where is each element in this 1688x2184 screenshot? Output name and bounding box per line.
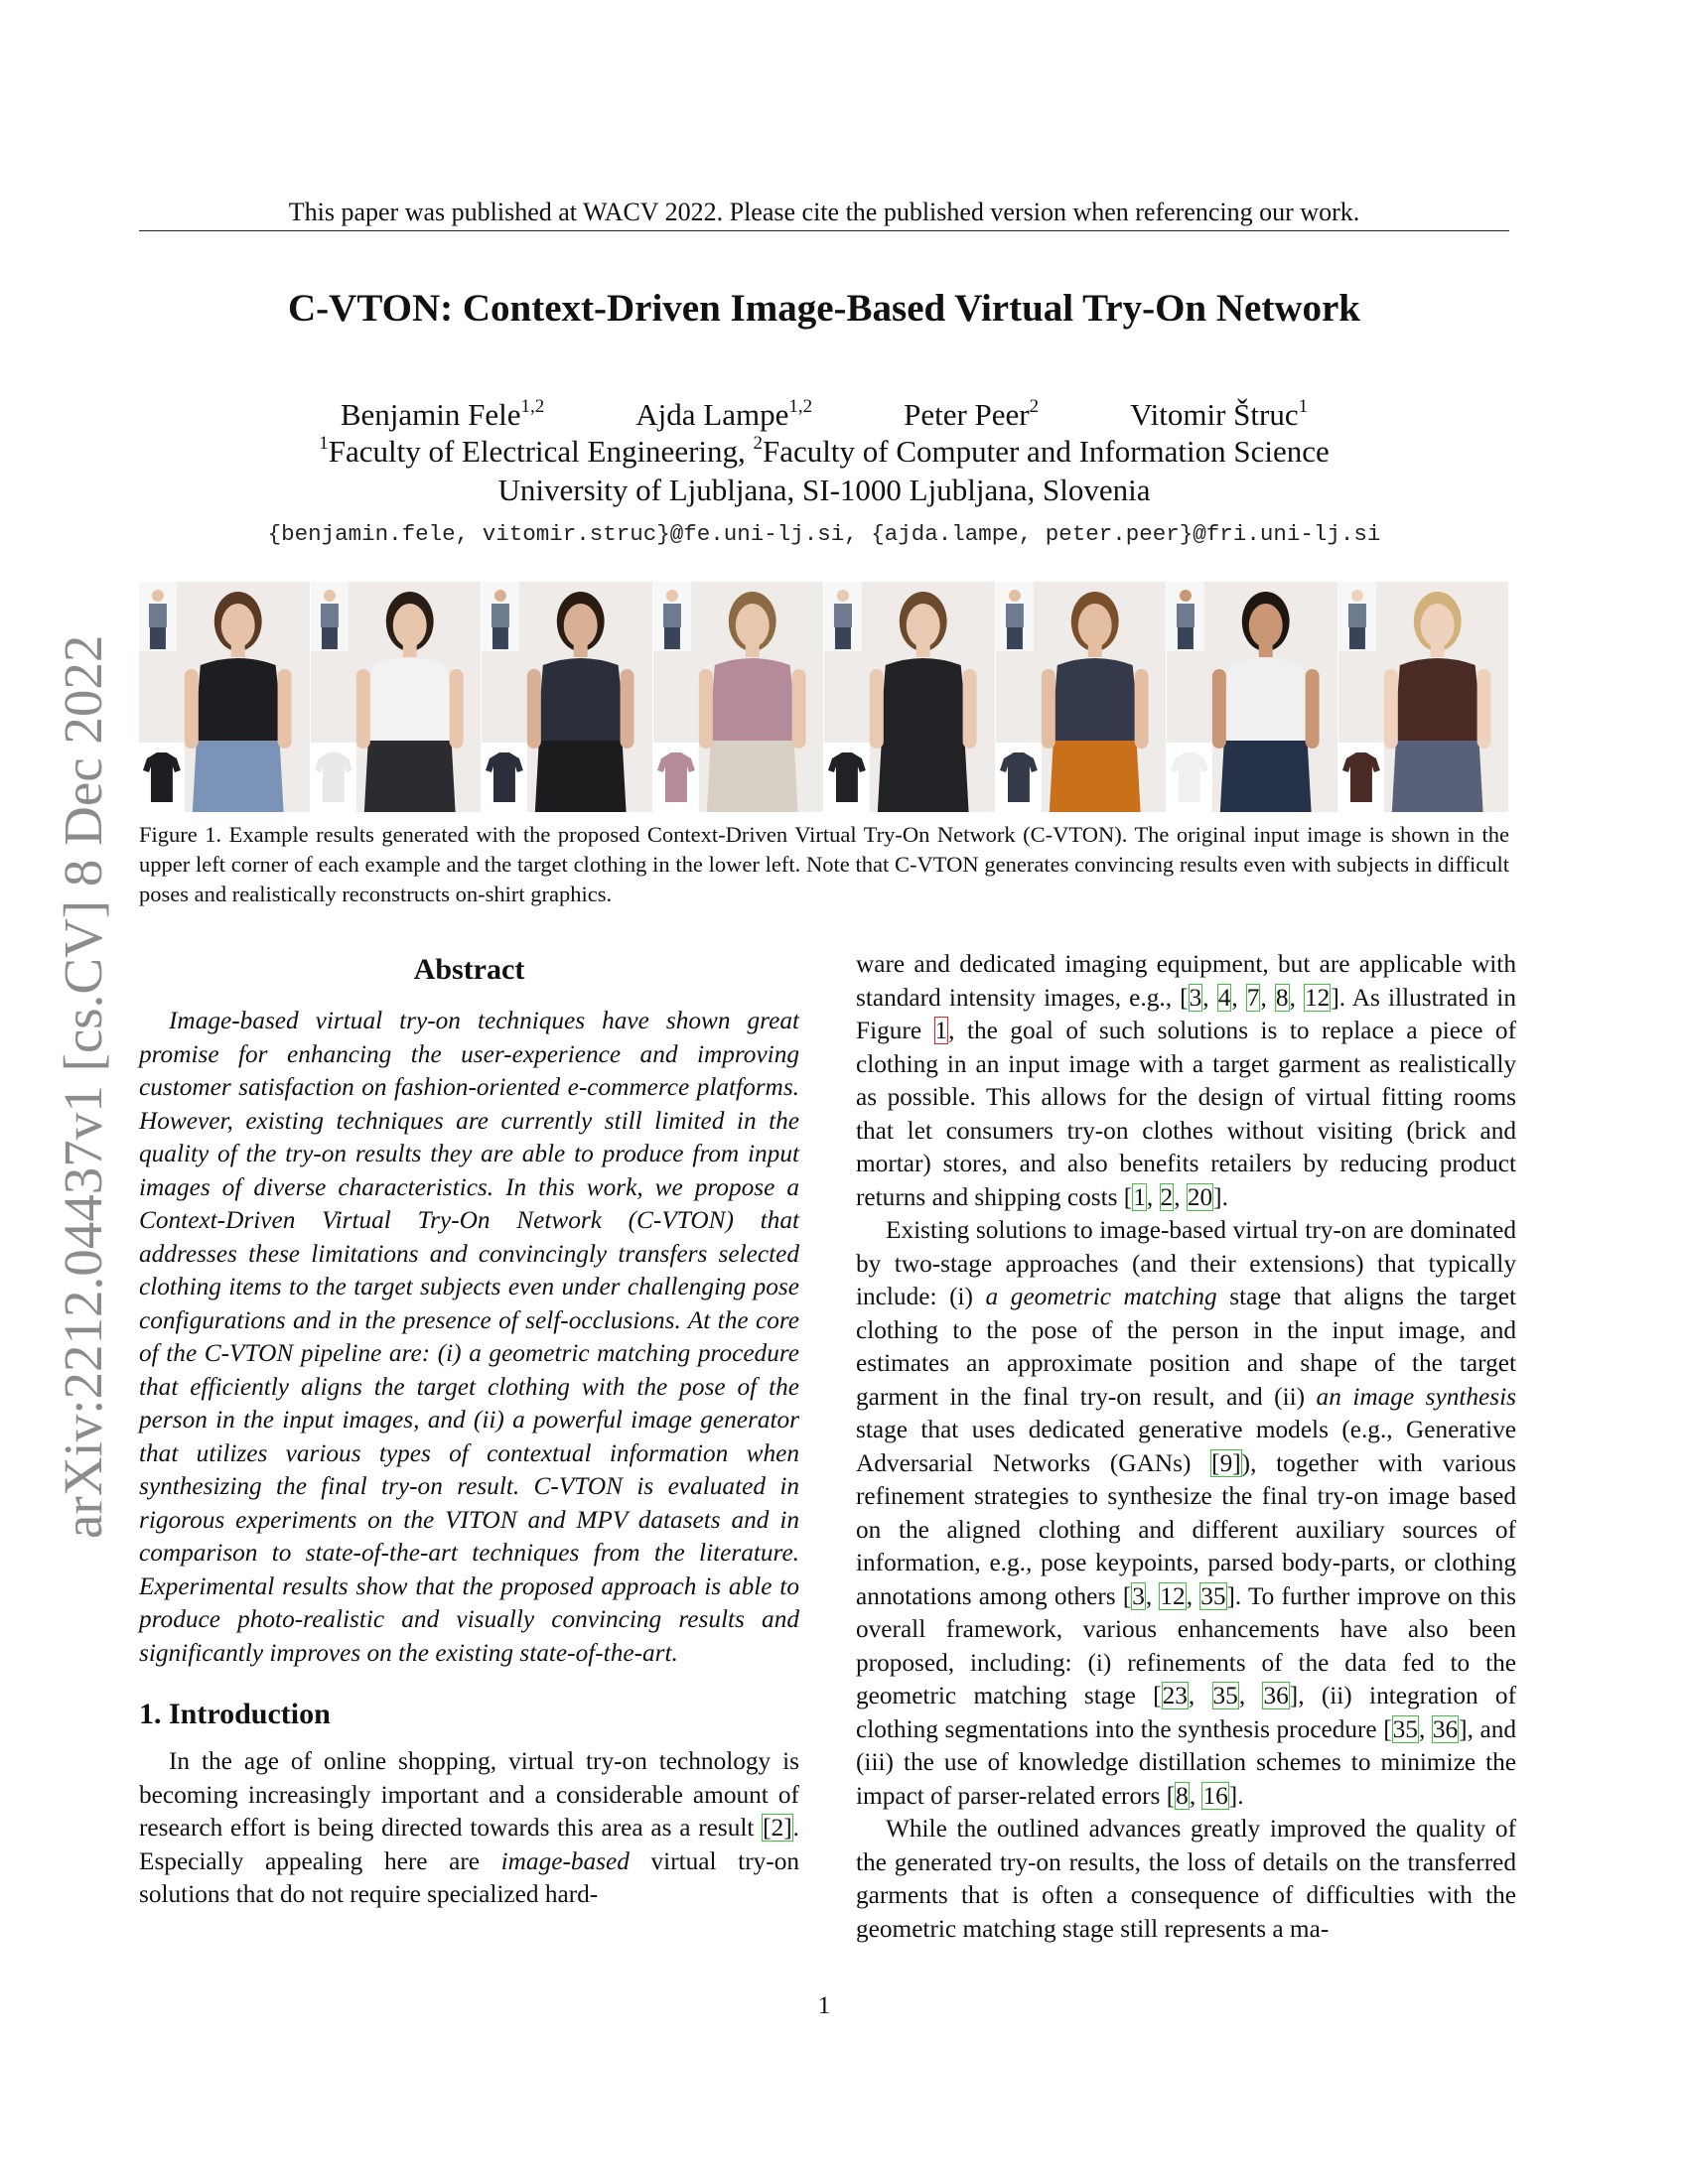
person-pants (363, 741, 455, 812)
paper-title: C-VTON: Context-Driven Image-Based Virtual Try-On Network (288, 287, 1360, 330)
publication-notice: This paper was published at WACV 2022. Please cite the published version when referencing our work. (288, 198, 1360, 226)
person-face (1249, 604, 1283, 647)
person-shirt (1051, 658, 1140, 741)
citation-link[interactable]: 3 (1132, 1581, 1145, 1610)
citation-link[interactable]: [9] (1211, 1448, 1241, 1477)
citation-link[interactable]: 4 (1217, 983, 1231, 1012)
person-shirt (708, 658, 797, 741)
person-neck (1259, 643, 1273, 657)
citation-link[interactable]: 35 (1392, 1714, 1418, 1743)
input-thumbnail-head (323, 590, 335, 602)
intro-paragraph-continued: ware and dedicated imaging equipment, but are applicable with standard intensity images, e.g., [3, 4, 7, 8, 12]. As illustrated in Figure 1, the goal of such solutions is to replace a piece of clothing in an input image with a target garment as realistically as possible. This allows for the design of virtual fitting rooms that let consumers try-on clothes without visiting (brick and mortar) stores, and also benefits retailers by reducing product returns and shipping costs [1, 2, 20]. (856, 950, 1516, 1211)
input-thumbnail-head (1350, 590, 1362, 602)
input-thumbnail-shirt (1347, 604, 1365, 627)
section-heading-introduction: 1. Introduction (139, 1698, 331, 1730)
right-column (856, 948, 1516, 1946)
person-neck (402, 643, 416, 657)
person-arm (1212, 669, 1226, 749)
arxiv-stamp: arXiv:2212.04437v1 [cs.CV] 8 Dec 2022 (53, 634, 113, 1539)
figure-1-caption: Figure 1. Example results generated with the proposed Context-Driven Virtual Try-On Network (C-VTON). The original input image is shown in the upper left corner of each example and the target clothing in the lower left. Note that C-VTON generates convincing results even with subjects in difficult poses and realistically reconstructs on-shirt graphics. (139, 822, 1509, 906)
page-number: 1 (817, 1992, 831, 2019)
person-neck (1087, 643, 1101, 657)
abstract-heading: Abstract (413, 953, 525, 986)
person-arm (449, 669, 463, 749)
citation-link[interactable]: 23 (1162, 1682, 1188, 1709)
person-arm (963, 669, 977, 749)
citation-link[interactable]: 12 (1160, 1581, 1186, 1610)
person-face (221, 604, 255, 647)
try-on-example (482, 582, 653, 812)
author: Vitomir Štruc$^1$ (1130, 396, 1309, 432)
try-on-example (996, 582, 1168, 812)
input-thumbnail-shirt (834, 604, 852, 627)
input-thumbnail-head (494, 590, 506, 602)
person-pants (706, 741, 797, 812)
person-shirt (1393, 658, 1482, 741)
person-face (392, 604, 426, 647)
left-column (139, 953, 799, 1912)
person-arm (355, 669, 369, 749)
person-pants (1049, 741, 1140, 812)
person-shirt (195, 658, 284, 741)
person-arm (870, 669, 884, 749)
intro-paragraph: In the age of online shopping, virtual try-on technology is becoming increasingly important and a considerable amount of research effort is being directed towards this area as a result [2]. Especially appealing here are image-based virtual try-on solutions that do not require specialized hard- (139, 1747, 799, 1908)
person-neck (1430, 643, 1444, 657)
author: Peter Peer$^2$ (904, 396, 1040, 432)
figure-reference-link[interactable]: 1 (934, 1017, 948, 1044)
input-thumbnail-shirt (1005, 604, 1023, 627)
citation-link[interactable]: 36 (1263, 1682, 1289, 1709)
person-face (1077, 604, 1111, 647)
input-thumbnail-pants (321, 627, 337, 649)
person-arm (185, 669, 199, 749)
person-pants (1220, 741, 1312, 812)
input-thumbnail-pants (1178, 627, 1194, 649)
citation-link[interactable]: 36 (1432, 1714, 1459, 1743)
citation-link[interactable]: 20 (1187, 1182, 1213, 1211)
figure-1-image-strip (139, 582, 1509, 812)
input-thumbnail-shirt (1177, 604, 1195, 627)
person-neck (574, 643, 588, 657)
person-pants (1391, 741, 1482, 812)
input-thumbnail-pants (150, 627, 166, 649)
input-thumbnail-head (837, 590, 849, 602)
try-on-example (653, 582, 825, 812)
person-shirt (880, 658, 969, 741)
person-pants (878, 741, 969, 812)
input-thumbnail-pants (835, 627, 851, 649)
person-shirt (365, 658, 455, 741)
person-arm (1383, 669, 1397, 749)
try-on-example (824, 582, 996, 812)
input-thumbnail-shirt (320, 604, 338, 627)
person-neck (745, 643, 759, 657)
input-thumbnail-shirt (492, 604, 509, 627)
citation-link[interactable]: 35 (1212, 1682, 1238, 1709)
citation-link[interactable]: 16 (1202, 1781, 1228, 1810)
author-emails: {benjamin.fele, vitomir.struc}@fe.uni-lj.si, {ajda.lampe, peter.peer}@fri.uni-lj.si (267, 521, 1381, 547)
input-thumbnail-head (152, 590, 164, 602)
try-on-example (311, 582, 483, 812)
author: Benjamin Fele$^{1,2}$ (340, 396, 545, 432)
intro-paragraph: Existing solutions to image-based virtual try-on are dominated by two-stage approaches (and their extensions) that typically include: (i) a geometric matching stage that aligns the target clothing to the pose of the person in the input image, and estimates an approximate position and shape of the target garment in the final try-on result, and (ii) an image synthesis stage that uses dedicated generative models (e.g., Generative Adversarial Networks (GANs) [9]), together with various refinement strategies to synthesize the final try-on image based on the aligned clothing and different auxiliary sources of information, e.g., pose keypoints, parsed body-parts, or clothing annotations among others [3, 12, 35]. To further improve on this overall framework, various enhancements have also been proposed, including: (i) refinements of the data fed to the geometric matching stage [23, 35, 36], (ii) integration of clothing segmentations into the synthesis procedure [35, 36], and (iii) the use of knowledge distillation schemes to minimize the impact of parser-related errors [8, 16]. (856, 1216, 1517, 1810)
author: Ajda Lampe$^{1,2}$ (635, 396, 813, 432)
input-thumbnail-head (1008, 590, 1020, 602)
person-neck (916, 643, 930, 657)
person-arm (1306, 669, 1320, 749)
abstract-text: Image-based virtual try-on techniques have shown great promise for enhancing the user-experience and improving customer satisfaction on fashion-oriented e-commerce platforms. However, existing techniques are currently still limited in the quality of the try-on results they are able to produce from input images of diverse characteristics. In this work, we propose a Context-Driven Virtual Try-On Network (C-VTON) that addresses these limitations and convincingly transfers selected clothing items to the target subjects even under challenging pose configurations and in the presence of self-occlusions. At the core of the C-VTON pipeline are: (i) a geometric matching procedure that efficiently aligns the target clothing with the pose of the person in the input images, and (ii) a powerful image generator that utilizes various types of contextual information when synthesizing the final try-on result. C-VTON is evaluated in rigorous experiments on the VITON and MPV datasets and in comparison to state-of-the-art techniques from the literature. Experimental results show that the proposed approach is able to produce photo-realistic and visually convincing results and significantly improves on the existing state-of-the-art. (139, 1007, 800, 1667)
affiliation-line-1: $^1$Faculty of Electrical Engineering, $^2$Faculty of Computer and Information Science (319, 433, 1330, 469)
citation-link[interactable]: 35 (1200, 1581, 1226, 1610)
input-thumbnail-pants (492, 627, 508, 649)
person-pants (535, 741, 627, 812)
citation-link[interactable]: 3 (1189, 983, 1202, 1012)
input-thumbnail-shirt (662, 604, 680, 627)
header-rule (139, 230, 1509, 231)
try-on-example (139, 582, 311, 812)
citation-link[interactable]: [2] (763, 1814, 792, 1842)
citation-link[interactable]: 1 (1133, 1182, 1146, 1211)
person-arm (278, 669, 292, 749)
author-list (139, 397, 1509, 433)
input-thumbnail-pants (1348, 627, 1364, 649)
person-face (564, 604, 598, 647)
try-on-example (1338, 582, 1510, 812)
input-thumbnail-pants (663, 627, 679, 649)
person-face (907, 604, 940, 647)
citation-link[interactable]: 8 (1275, 983, 1289, 1012)
person-arm (1041, 669, 1055, 749)
citation-link[interactable]: 8 (1176, 1781, 1189, 1810)
person-arm (698, 669, 712, 749)
person-neck (231, 643, 245, 657)
input-thumbnail-pants (1006, 627, 1022, 649)
person-face (735, 604, 769, 647)
input-thumbnail-head (1180, 590, 1192, 602)
intro-paragraph: While the outlined advances greatly improved the quality of the generated try-on results, the loss of details on the transferred garments that is often a consequence of difficulties with the geometric matching stage still represents a ma- (856, 1815, 1516, 1943)
try-on-example (1167, 582, 1338, 812)
person-arm (527, 669, 541, 749)
person-arm (1477, 669, 1490, 749)
citation-link[interactable]: 12 (1305, 983, 1331, 1012)
affiliation-line-2: University of Ljubljana, SI-1000 Ljubljana, Slovenia (497, 473, 1151, 507)
person-pants (193, 741, 284, 812)
person-arm (1134, 669, 1148, 749)
person-face (1420, 604, 1454, 647)
person-arm (621, 669, 634, 749)
person-shirt (1222, 658, 1312, 741)
input-thumbnail-shirt (149, 604, 167, 627)
citation-link[interactable]: 2 (1160, 1182, 1174, 1211)
person-shirt (537, 658, 627, 741)
citation-link[interactable]: 7 (1246, 983, 1260, 1012)
input-thumbnail-head (665, 590, 677, 602)
person-arm (791, 669, 805, 749)
